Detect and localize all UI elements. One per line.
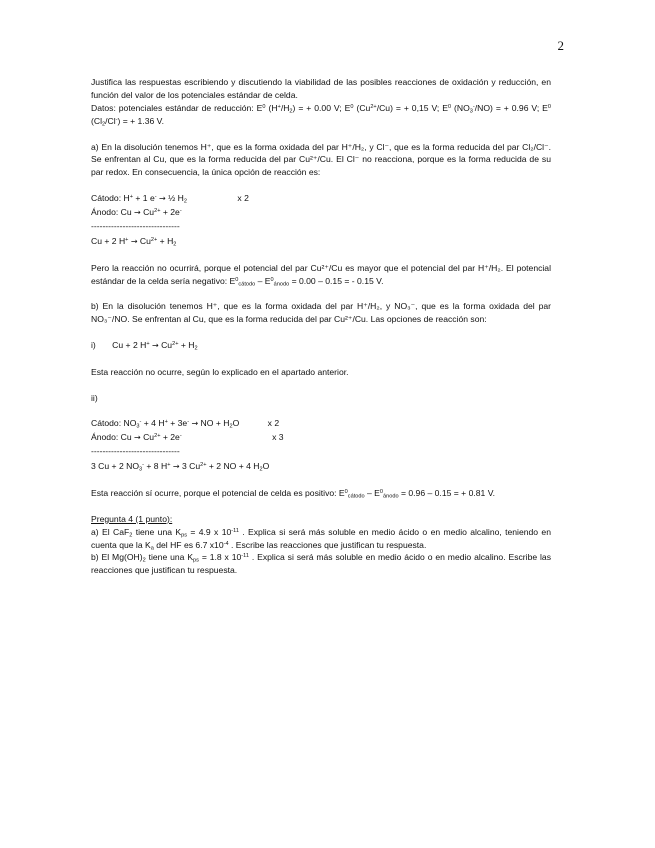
part-b-cathode-line: Cátodo: $NO_3^- + 4$ H+ + 3e- → NO + $H_2O$ x 2 — [91, 418, 280, 430]
part-a-overall-reaction: Cu + 2 $H^+ \to Cu^{2+} + H_2$ — [91, 235, 177, 248]
part-b-explanation: b) En la disolución tenemos H⁺, que es la forma oxidada del par H⁺/H₂, y NO₃⁻, que es la forma oxidada del par NO₃⁻/NO. Se enfrentan al Cu, que es la forma reducida del par Cu²⁺/Cu. Las opciones de reacción son: — [91, 301, 551, 325]
page-number: 2 — [557, 38, 564, 53]
part-b-option-ii: ii) — [91, 392, 98, 403]
question-4-part-b: b) El $Mg(OH)_2$ tiene una $K_{ps} = 1.8$ x $10^{-11}$ . Explica si será más soluble en medio ácido o en medio alcalino. Escribe las reacciones que justifican tu respuesta. — [91, 552, 551, 576]
part-b-conclusion: Esta reacción sí ocurre, porque el potencial de celda es positivo: $E^0_{cátodo} - E^0_{ánodo} = 0.96 - 0.15$ = + 0.81 V. — [91, 487, 496, 500]
part-a-conclusion: Pero la reacción no ocurrirá, porque el potencial del par Cu²⁺/Cu es mayor que el potencial del par H⁺/H₂. El potencial estándar de la celda sería negativo: $E^0_{cátodo} - E^0_{ánodo} = 0.00 - 0.15$ = - 0.15 V. — [91, 262, 551, 288]
document-body — [91, 76, 551, 577]
part-b-option-i: i) Cu + 2 $H^+ \to Cu^{2+} + H_2$ — [91, 340, 198, 352]
part-b-anode-line: Ánodo: $Cu \to Cu^{2+} + 2e^-$ x 3 — [91, 432, 284, 443]
part-b-divider: ------------------------------- — [91, 446, 180, 457]
part-a-anode-line: Ánodo: $Cu \to Cu^{2+} + 2e^-$ — [91, 207, 182, 218]
part-b-overall-reaction: 3 Cu + 2 $NO_3^- + 8$ H+ → 3 $Cu^{2+} + 2$ NO + 4 $H_2O$ — [91, 461, 270, 473]
question-4-title: Pregunta 4 (1 punto): — [91, 513, 173, 524]
intro-instructions: Justifica las respuestas escribiendo y discutiendo la viabilidad de las posibles reacciones de oxidación y reducción, en función del valor de los potenciales estándar de celda. Datos: potenciales estándar de reducción: $E^0$ $(H^+/H_2)$ = + 0.00 V; $E^0$ $(Cu^{2+}/Cu)$ = + 0,15 V; $E^0$ $(NO_3^-/NO)$ = + 0.96 V; $E^0$ $(Cl_2/Cl^-)$ = + 1.36 V. — [91, 77, 552, 128]
part-a-divider: ------------------------------- — [91, 220, 180, 231]
part-b-option-i-comment: Esta reacción no ocurre, según lo explicado en el apartado anterior. — [91, 366, 349, 377]
question-4-part-a: a) El CaF$_2$ tiene una $K_{ps} = 4.9$ x $10^{-11}$ . Explica si será más soluble en medio ácido o en medio alcalino, teniendo en cuenta que la $K_a$ del HF es 6.7 $x10^{-4}$ . Escribe las reacciones que justifican tu respuesta. — [91, 526, 551, 552]
part-a-cathode-line: Cátodo: H+ + 1 e- → ½ $H_2$ x 2 — [91, 193, 249, 205]
part-a-explanation: a) En la disolución tenemos H⁺, que es la forma oxidada del par H⁺/H₂, y Cl⁻, que es la forma reducida del par Cl₂/Cl⁻. Se enfrentan al Cu, que es la forma reducida del par Cu²⁺/Cu. El Cl⁻ no reacciona, porque es la forma reducida de su par redox. En consecuencia, la única opción de reacción es: — [91, 141, 551, 178]
